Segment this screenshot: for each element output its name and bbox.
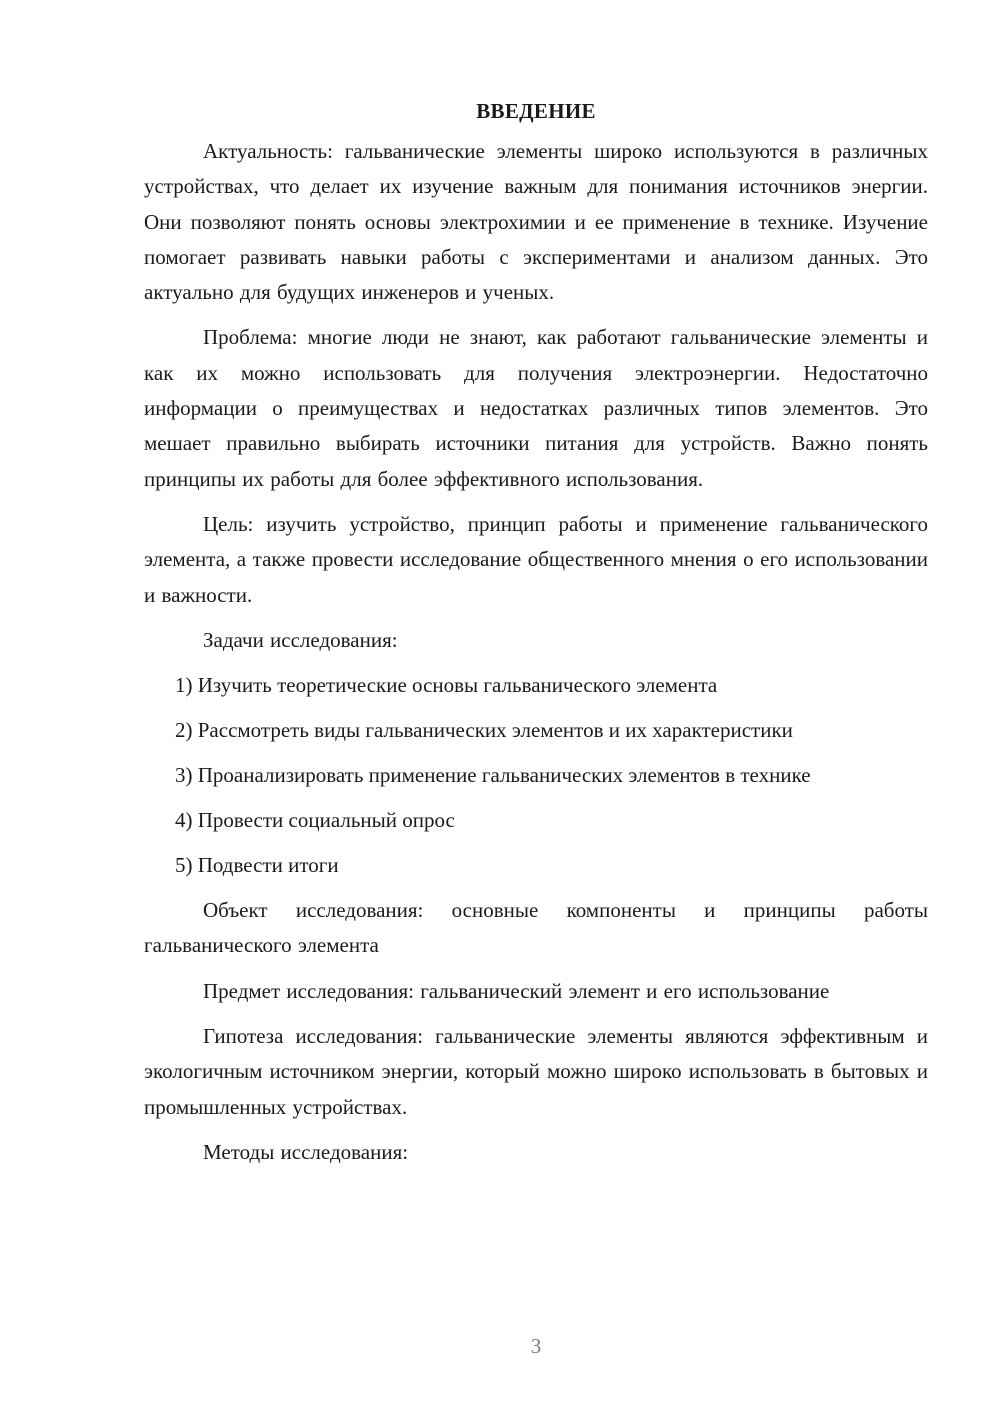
relevance-paragraph: Актуальность: гальванические элементы широко используются в различных устройствах, что делает их изучение важным для понимания источников энергии. Они позволяют понять основы электрохимии и ее применение в технике. Изучение помогает развивать навыки работы с экспериментами и анализом данных. Это актуально для будущих инженеров и ученых. xyxy=(144,139,928,305)
task-item: 4) Провести социальный опрос xyxy=(175,808,455,833)
page-content xyxy=(144,96,928,1180)
task-item: 2) Рассмотреть виды гальванических элементов и их характеристики xyxy=(175,718,793,743)
task-item: 3) Проанализировать применение гальванических элементов в технике xyxy=(175,763,811,788)
task-item: 1) Изучить теоретические основы гальванического элемента xyxy=(175,673,718,698)
section-title: ВВЕДЕНИЕ xyxy=(476,99,596,123)
subject-paragraph: Предмет исследования: гальванический элемент и его использование xyxy=(203,978,830,1003)
object-paragraph: Объект исследования: основные компоненты и принципы работы гальванического элемента xyxy=(144,898,928,958)
hypothesis-paragraph: Гипотеза исследования: гальванические элементы являются эффективным и экологичным источником энергии, который можно широко использовать в бытовых и промышленных устройствах. xyxy=(144,1024,928,1119)
problem-paragraph: Проблема: многие люди не знают, как работают гальванические элементы и как их можно использовать для получения электроэнергии. Недостаточно информации о преимуществах и недостатках различных типов элементов. Это мешает правильно выбирать источники питания для устройств. Важно понять принципы их работы для более эффективного использования. xyxy=(144,325,928,491)
tasks-list xyxy=(144,668,928,883)
goal-paragraph: Цель: изучить устройство, принцип работы и применение гальванического элемента, а также провести исследование общественного мнения о его использовании и важности. xyxy=(144,511,928,607)
tasks-heading: Задачи исследования: xyxy=(203,627,398,652)
page-number: 3 xyxy=(530,1334,542,1358)
task-item: 5) Подвести итоги xyxy=(175,853,339,878)
methods-paragraph: Методы исследования: xyxy=(203,1139,409,1164)
